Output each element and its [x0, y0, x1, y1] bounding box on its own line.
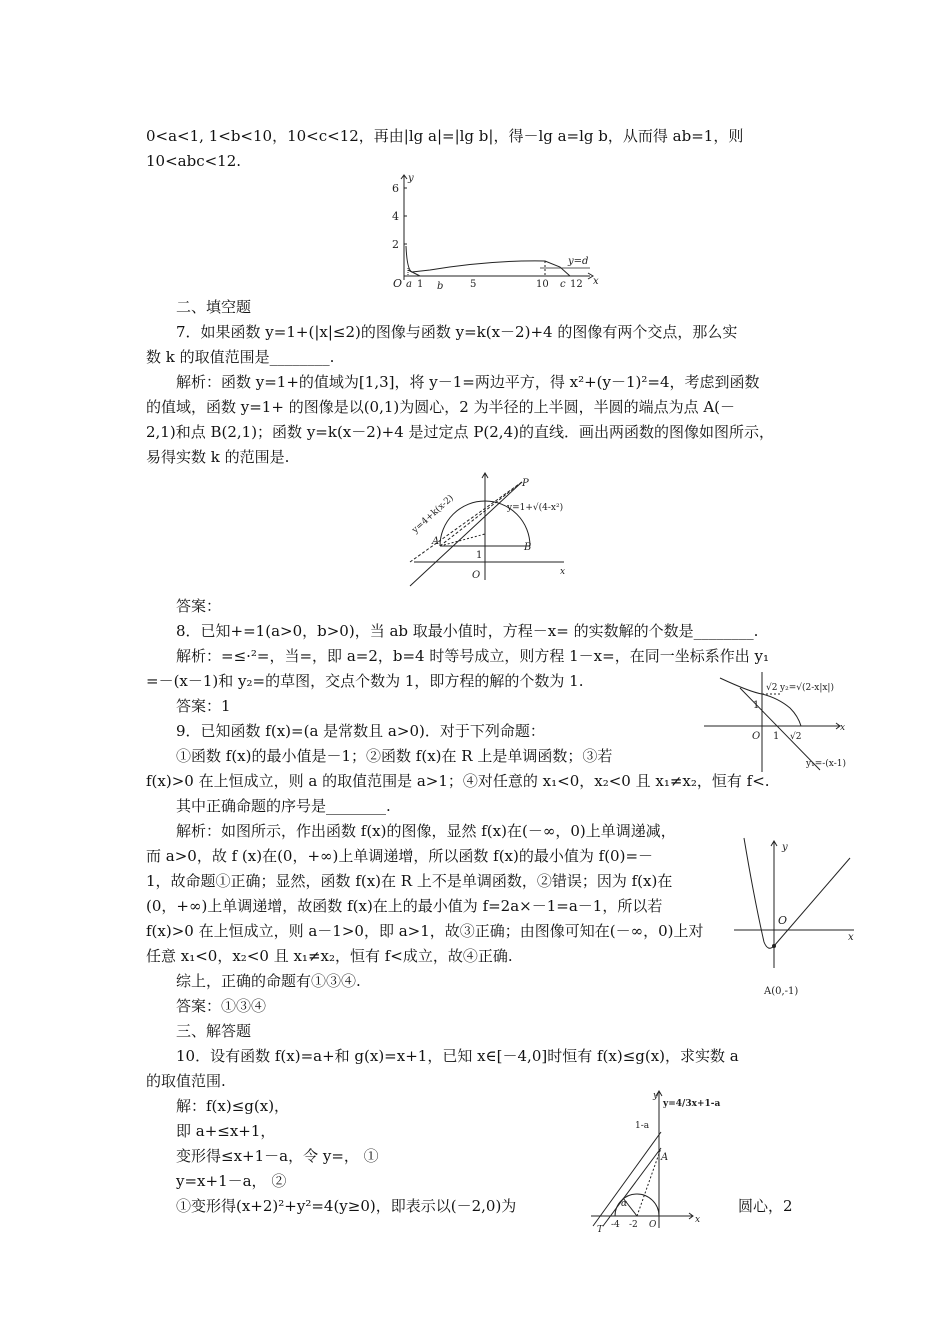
x-axis-label: x: [593, 276, 599, 287]
text-line: ①函数 f(x)的最小值是－1；②函数 f(x)在 R 上是单调函数；③若: [176, 747, 613, 765]
figure-2: [410, 470, 570, 586]
text-line: f(x)>0 在上恒成立，则 a 的取值范围是 a>1；④对任意的 x₁<0，x₂<0 且 x₁≠x₂，恒有 f<.: [146, 772, 770, 790]
solution-7: 解析：函数 y=1+的值域为[1,3]，将 y－1=两边平方，得 x²+(y－1)²=4，考虑到函数: [176, 373, 760, 391]
figure-5: [585, 1088, 735, 1235]
text-line: (0，+∞)上单调递增，故函数 f(x)在上的最小值为 f=2a×－1=a－1，所以若: [146, 897, 663, 915]
tick-label: 1-a: [635, 1121, 650, 1131]
text-line: 而 a>0，故 f (x)在(0，+∞)上单调递增，所以函数 f(x)的最小值为 f(0)=－: [146, 847, 654, 865]
figure-4: [730, 838, 865, 1010]
origin-label: O: [752, 731, 761, 742]
tick-label: 2: [392, 238, 399, 251]
solution-10: 解：f(x)≤g(x)，: [176, 1097, 290, 1115]
answer-7: 答案：: [176, 597, 222, 615]
text-line: 0<a<1, 1<b<10，10<c<12，再由|lg a|=|lg b|，得－lg a=lg b，从而得 ab=1，则: [146, 127, 744, 145]
text-line: =－(x－1)和 y₂=的草图，交点个数为 1，即方程的解的个数为 1.: [146, 672, 584, 690]
text-line: y=x+1－a， ②: [176, 1172, 287, 1190]
answer-8: 答案：1: [176, 697, 231, 715]
question-9: 9．已知函数 f(x)=(a 是常数且 a>0)．对于下列命题：: [176, 722, 545, 740]
tick-label: 10: [536, 279, 549, 290]
origin-label: O: [393, 277, 403, 290]
tick-label: √2: [766, 683, 778, 693]
x-axis-label: x: [848, 932, 854, 943]
line-label: y=4/3x+1-a: [663, 1099, 721, 1109]
tick-label: 5: [470, 279, 477, 290]
tick-label: a: [406, 279, 412, 290]
curve: [406, 246, 580, 276]
question-8: 8．已知+=1(a>0，b>0)，当 ab 取最小值时，方程－x= 的实数解的个数是________.: [176, 622, 759, 640]
tick-label: 6: [392, 182, 399, 195]
figure-1: [390, 172, 605, 290]
point-label: A: [661, 1152, 669, 1163]
point-label: A: [432, 536, 440, 547]
text-line: 圆心，2: [738, 1197, 793, 1215]
curve-label: y₂=√(2-x|x|): [780, 683, 834, 693]
line-upper: [410, 482, 522, 586]
tick-label: 1: [753, 700, 760, 711]
x-axis-label: x: [840, 723, 846, 733]
text-line: 其中正确命题的序号是________.: [176, 797, 391, 815]
solution-8: 解析：=≤·²=，当=，即 a=2，b=4 时等号成立，则方程 1－x=，在同一坐标系作出 y₁: [176, 647, 769, 665]
tick-label: -4: [611, 1220, 620, 1230]
y-axis-label: y: [408, 173, 414, 184]
tick-label: 4: [392, 210, 399, 223]
tick-label: c: [560, 279, 566, 290]
text-line: 10<abc<12.: [146, 152, 242, 170]
curve-left: [744, 838, 774, 948]
text-line: ①变形得(x+2)²+y²=4(y≥0)，即表示以(－2,0)为: [176, 1197, 517, 1215]
text-line: 的取值范围.: [146, 1072, 226, 1090]
line-y1: [740, 688, 820, 770]
y-axis-label: y: [653, 1091, 659, 1101]
x-axis-label: x: [695, 1215, 701, 1225]
question-10: 10．设有函数 f(x)=a+和 g(x)=x+1，已知 x∈[－4,0]时恒有 f(x)≤g(x)，求实数 a: [176, 1047, 739, 1065]
point-label: B: [524, 542, 532, 553]
figure-3: [700, 668, 860, 776]
point-label: A(0,-1): [764, 986, 799, 997]
line-label: y=d: [568, 256, 589, 267]
text-line: 易得实数 k 的范围是.: [146, 448, 290, 466]
x-axis-label: x: [560, 567, 566, 577]
text-line: 综上，正确的命题有①③④.: [176, 972, 361, 990]
text-line: 数 k 的取值范围是________.: [146, 348, 335, 366]
text-line: 1，故命题①正确；显然，函数 f(x)在 R 上不是单调函数，②错误；因为 f(x)在: [146, 872, 673, 890]
curve-label: y=1+√(4-x²): [507, 503, 564, 513]
tick-label: 1: [773, 731, 780, 742]
tick-label: 1: [476, 550, 483, 561]
origin-label: O: [649, 1220, 657, 1230]
point-label: T: [597, 1225, 604, 1235]
question-7: 7．如果函数 y=1+(|x|≤2)的图像与函数 y=k(x－2)+4 的图像有两个交点，那么实: [176, 323, 738, 341]
text-line: f(x)>0 在上恒成立，则 a－1>0，即 a>1，故③正确；由图像可知在(－∞，0)上对: [146, 922, 704, 940]
origin-label: O: [472, 570, 481, 581]
line-label: y₁=-(x-1): [806, 759, 846, 769]
section-heading: 二、填空题: [176, 298, 252, 316]
line-right: [774, 858, 850, 946]
point-label: P: [522, 478, 529, 489]
tick-label: 12: [570, 279, 583, 290]
text-line: 任意 x₁<0，x₂<0 且 x₁≠x₂，恒有 f<成立，故④正确.: [146, 947, 513, 965]
text-line: 即 a+≤x+1，: [176, 1122, 276, 1140]
text-line: 2,1)和点 B(2,1)；函数 y=k(x－2)+4 是过定点 P(2,4)的直线．画出两函数的图像如图所示，: [146, 423, 774, 441]
answer-9: 答案：①③④: [176, 997, 267, 1015]
line-label: y=4+k(x-2): [410, 493, 456, 536]
tick-label: -2: [629, 1220, 638, 1230]
tick-label: b: [437, 281, 444, 292]
tick-label: 1: [417, 279, 424, 290]
angle-label: α: [621, 1199, 628, 1209]
solution-9: 解析：如图所示，作出函数 f(x)的图像，显然 f(x)在(－∞，0)上单调递减，: [176, 822, 676, 840]
text-line: 变形得≤x+1－a，令 y=， ①: [176, 1147, 379, 1165]
text-line: 的值域，函数 y=1+ 的图像是以(0,1)为圆心，2 为半径的上半圆，半圆的端点为点 A(－: [146, 398, 736, 416]
origin-label: O: [778, 914, 788, 927]
y-axis-label: y: [782, 842, 788, 853]
tangent-line: [593, 1132, 661, 1226]
tick-label: √2: [790, 732, 802, 742]
section-heading: 三、解答题: [176, 1022, 252, 1040]
